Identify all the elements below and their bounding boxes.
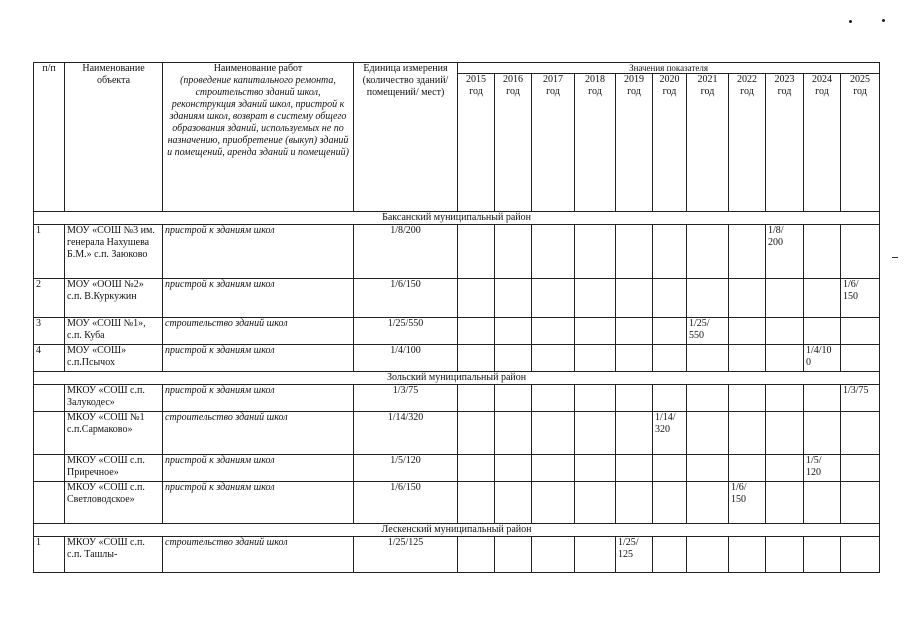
year-value-cell	[687, 537, 729, 573]
indicator-value: 1/25/	[689, 318, 710, 329]
year-value-cell	[495, 455, 532, 482]
header-year-suffix: год	[588, 86, 602, 97]
year-value-cell	[766, 412, 804, 455]
indicator-table	[33, 62, 880, 573]
header-year-2023	[766, 74, 804, 212]
section-row	[34, 372, 880, 385]
year-value-cell	[653, 225, 687, 279]
object-name: МОУ «СОШ» с.п.Псычох	[65, 345, 163, 372]
object-name: МОУ «СОШ №1», с.п. Куба	[65, 318, 163, 345]
year-value-cell	[532, 318, 575, 345]
table-row	[34, 537, 880, 573]
year-value-cell	[458, 455, 495, 482]
header-year-number: 2018	[585, 74, 605, 85]
header-year-2020	[653, 74, 687, 212]
year-value-cell	[841, 537, 880, 573]
scan-dot	[882, 19, 885, 22]
scan-dot	[849, 20, 852, 23]
year-value-cell	[575, 385, 616, 412]
year-value-cell	[495, 537, 532, 573]
work-type: строительство зданий школ	[163, 318, 354, 345]
indicator-value: 1/3/75	[843, 385, 869, 396]
row-number	[34, 385, 65, 412]
table-row	[34, 345, 880, 372]
row-number	[34, 412, 65, 455]
year-value-cell	[804, 482, 841, 524]
header-year-suffix: год	[740, 86, 754, 97]
year-value-cell	[766, 318, 804, 345]
year-value-cell	[729, 345, 766, 372]
year-value-cell	[495, 482, 532, 524]
year-value-cell	[616, 385, 653, 412]
work-type: пристрой к зданиям школ	[163, 455, 354, 482]
table-row	[34, 225, 880, 279]
unit-value: 1/5/120	[354, 455, 458, 482]
indicator-value-cont: 200	[768, 237, 783, 248]
header-year-suffix: год	[700, 86, 715, 97]
year-value-cell	[766, 385, 804, 412]
year-value-cell	[653, 385, 687, 412]
indicator-value-cont: 120	[806, 467, 821, 478]
header-year-suffix: год	[469, 86, 483, 97]
row-number: 1	[34, 537, 65, 573]
object-name: МКОУ «СОШ с.п. Светловодское»	[65, 482, 163, 524]
indicator-value: 1/6/	[843, 279, 859, 290]
table-row	[34, 318, 880, 345]
unit-value: 1/14/320	[354, 412, 458, 455]
year-value-cell	[687, 482, 729, 524]
header-num: п/п	[34, 63, 65, 212]
year-value-cell	[458, 482, 495, 524]
year-value-cell	[495, 345, 532, 372]
year-value-cell	[616, 279, 653, 318]
year-value-cell	[766, 225, 804, 279]
year-value-cell	[841, 482, 880, 524]
year-value-cell	[495, 412, 532, 455]
year-value-cell	[495, 385, 532, 412]
header-unit: Единица измерения (количество зданий/ помещений/ мест)	[354, 63, 458, 212]
work-type: пристрой к зданиям школ	[163, 279, 354, 318]
year-value-cell	[687, 455, 729, 482]
year-value-cell	[532, 537, 575, 573]
year-value-cell	[616, 225, 653, 279]
year-value-cell	[532, 412, 575, 455]
indicator-value-cont: 150	[731, 494, 746, 505]
table-row	[34, 455, 880, 482]
year-value-cell	[653, 482, 687, 524]
year-value-cell	[687, 385, 729, 412]
year-value-cell	[729, 412, 766, 455]
year-value-cell	[687, 345, 729, 372]
header-values-group: Значения показателя	[458, 63, 880, 74]
year-value-cell	[729, 385, 766, 412]
object-name: МКОУ «СОШ №1 с.п.Сармаково»	[65, 412, 163, 455]
section-title: Зольский муниципальный район	[34, 372, 880, 385]
year-value-cell	[653, 537, 687, 573]
indicator-value-cont: 550	[689, 330, 704, 341]
indicator-value: 1/14/	[655, 412, 676, 423]
year-value-cell	[653, 455, 687, 482]
year-value-cell	[766, 482, 804, 524]
indicator-value-cont: 320	[655, 424, 670, 435]
year-value-cell	[616, 482, 653, 524]
year-value-cell	[532, 225, 575, 279]
scan-mark	[892, 257, 898, 258]
year-value-cell	[532, 279, 575, 318]
year-value-cell	[804, 345, 841, 372]
year-value-cell	[495, 318, 532, 345]
table-row	[34, 412, 880, 455]
header-works	[163, 63, 354, 212]
table-row	[34, 385, 880, 412]
header-year-suffix: год	[546, 86, 560, 97]
year-value-cell	[653, 279, 687, 318]
table-row	[34, 279, 880, 318]
year-value-cell	[575, 225, 616, 279]
indicator-value: 1/5/	[806, 455, 822, 466]
header-works-title: Наименование работ	[213, 63, 303, 74]
year-value-cell	[766, 537, 804, 573]
header-year-suffix: год	[506, 86, 520, 97]
year-value-cell	[687, 412, 729, 455]
section-title: Баксанский муниципальный район	[34, 212, 880, 225]
indicator-value-cont: 0	[806, 357, 811, 368]
indicator-value: 1/6/	[731, 482, 747, 493]
header-year-number: 2017	[543, 74, 563, 85]
year-value-cell	[575, 412, 616, 455]
year-value-cell	[841, 345, 880, 372]
unit-value: 1/6/150	[354, 482, 458, 524]
unit-value: 1/8/200	[354, 225, 458, 279]
indicator-value-cont: 125	[618, 549, 633, 560]
year-value-cell	[532, 482, 575, 524]
year-value-cell	[653, 345, 687, 372]
row-number	[34, 455, 65, 482]
year-value-cell	[687, 225, 729, 279]
year-value-cell	[575, 318, 616, 345]
year-value-cell	[495, 279, 532, 318]
year-value-cell	[616, 537, 653, 573]
header-year-2019	[616, 74, 653, 212]
year-value-cell	[804, 455, 841, 482]
year-value-cell	[841, 455, 880, 482]
year-value-cell	[575, 482, 616, 524]
header-year-2021	[687, 74, 729, 212]
year-value-cell	[841, 279, 880, 318]
header-year-2017	[532, 74, 575, 212]
table-row	[34, 482, 880, 524]
unit-value: 1/25/125	[354, 537, 458, 573]
year-value-cell	[458, 279, 495, 318]
section-row	[34, 524, 880, 537]
header-year-number: 2016	[503, 74, 523, 85]
year-value-cell	[841, 385, 880, 412]
header-year-number: 2022	[737, 74, 757, 85]
unit-value: 1/25/550	[354, 318, 458, 345]
header-year-2022	[729, 74, 766, 212]
row-number	[34, 482, 65, 524]
year-value-cell	[575, 455, 616, 482]
year-value-cell	[653, 412, 687, 455]
row-number: 1	[34, 225, 65, 279]
header-year-2015	[458, 74, 495, 212]
year-value-cell	[729, 279, 766, 318]
row-number: 3	[34, 318, 65, 345]
year-value-cell	[804, 385, 841, 412]
year-value-cell	[575, 279, 616, 318]
header-year-suffix: год	[853, 86, 867, 97]
section-row	[34, 212, 880, 225]
year-value-cell	[841, 412, 880, 455]
indicator-value: 1/8/	[768, 225, 784, 236]
year-value-cell	[804, 537, 841, 573]
header-year-number: 2015	[466, 74, 486, 85]
year-value-cell	[729, 225, 766, 279]
header-object: Наименование объекта	[65, 63, 163, 212]
year-value-cell	[616, 345, 653, 372]
year-value-cell	[495, 225, 532, 279]
work-type: строительство зданий школ	[163, 537, 354, 573]
unit-value: 1/6/150	[354, 279, 458, 318]
header-year-2016	[495, 74, 532, 212]
year-value-cell	[766, 455, 804, 482]
work-type: строительство зданий школ	[163, 412, 354, 455]
year-value-cell	[804, 225, 841, 279]
header-year-number: 2025	[850, 74, 871, 85]
unit-value: 1/3/75	[354, 385, 458, 412]
object-name: МКОУ «СОШ с.п. Приречное»	[65, 455, 163, 482]
section-title: Лескенский муниципальный район	[34, 524, 880, 537]
object-name: МОУ «СОШ №3 им. генерала Нахушева Б.М.» с.п. Заюково	[65, 225, 163, 279]
header-year-suffix: год	[815, 86, 829, 97]
header-year-number: 2019	[624, 74, 644, 85]
year-value-cell	[616, 455, 653, 482]
year-value-cell	[458, 412, 495, 455]
year-value-cell	[841, 318, 880, 345]
header-year-suffix: год	[662, 86, 677, 97]
year-value-cell	[804, 279, 841, 318]
table-body	[34, 212, 880, 573]
object-name: МКОУ «СОШ с.п. Залукодес»	[65, 385, 163, 412]
work-type: пристрой к зданиям школ	[163, 482, 354, 524]
header-year-number: 2021	[697, 74, 718, 85]
year-value-cell	[458, 318, 495, 345]
year-value-cell	[458, 225, 495, 279]
object-name: МОУ «ООШ №2» с.п. В.Куркужин	[65, 279, 163, 318]
year-value-cell	[458, 345, 495, 372]
year-value-cell	[616, 318, 653, 345]
header-year-number: 2020	[659, 74, 680, 85]
row-number: 4	[34, 345, 65, 372]
header-year-2025	[841, 74, 880, 212]
year-value-cell	[729, 537, 766, 573]
year-value-cell	[841, 225, 880, 279]
year-value-cell	[616, 412, 653, 455]
header-year-number: 2024	[812, 74, 832, 85]
indicator-value-cont: 150	[843, 291, 858, 302]
year-value-cell	[766, 345, 804, 372]
year-value-cell	[804, 412, 841, 455]
year-value-cell	[687, 318, 729, 345]
header-works-note: (проведение капитального ремонта, строительство зданий школ, реконструкция зданий школ, пристрой к зданиям школ, возврат в систему общего образования зданий, используемых не по назначению, приобретение (выкуп) зданий и помещений, аренда зданий и помещений)	[167, 75, 349, 158]
year-value-cell	[729, 318, 766, 345]
year-value-cell	[729, 455, 766, 482]
year-value-cell	[458, 385, 495, 412]
row-number: 2	[34, 279, 65, 318]
year-value-cell	[532, 345, 575, 372]
year-value-cell	[575, 345, 616, 372]
year-value-cell	[532, 455, 575, 482]
header-year-2018	[575, 74, 616, 212]
year-value-cell	[458, 537, 495, 573]
year-value-cell	[804, 318, 841, 345]
work-type: пристрой к зданиям школ	[163, 385, 354, 412]
header-year-2024	[804, 74, 841, 212]
year-value-cell	[575, 537, 616, 573]
year-value-cell	[766, 279, 804, 318]
indicator-value: 1/25/	[618, 537, 639, 548]
object-name: МКОУ «СОШ с.п. с.п. Ташлы-	[65, 537, 163, 573]
table-header	[34, 63, 880, 212]
unit-value: 1/4/100	[354, 345, 458, 372]
indicator-value: 1/4/10	[806, 345, 832, 356]
work-type: пристрой к зданиям школ	[163, 345, 354, 372]
year-value-cell	[653, 318, 687, 345]
work-type: пристрой к зданиям школ	[163, 225, 354, 279]
year-value-cell	[729, 482, 766, 524]
header-year-number: 2023	[774, 74, 795, 85]
header-year-suffix: год	[627, 86, 641, 97]
year-value-cell	[687, 279, 729, 318]
year-value-cell	[532, 385, 575, 412]
header-year-suffix: год	[777, 86, 792, 97]
